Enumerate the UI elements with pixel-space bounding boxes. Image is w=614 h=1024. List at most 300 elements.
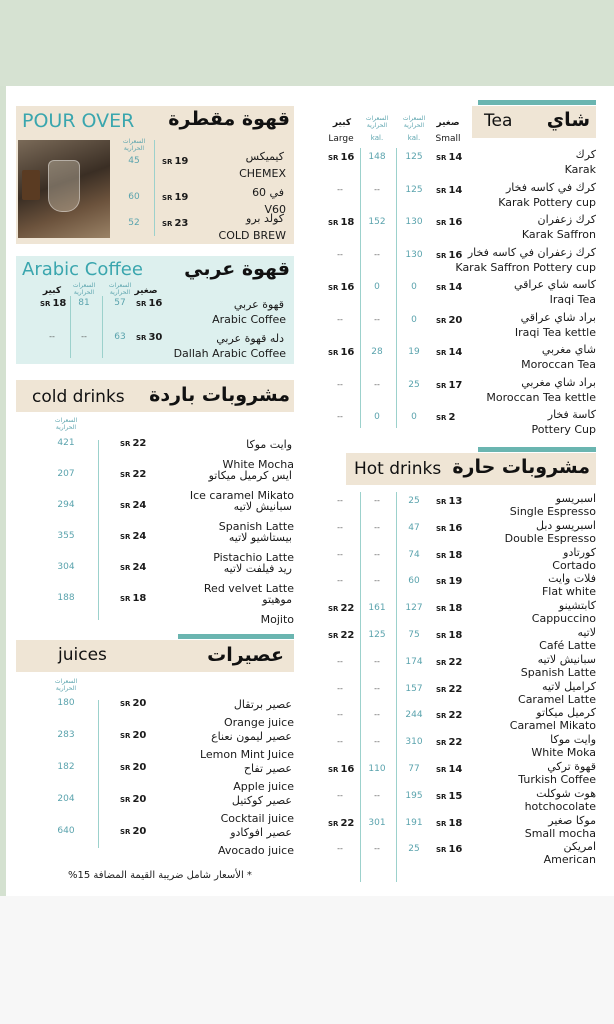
- tea-large-price: [328, 217, 354, 228]
- tea-item-en: Moroccan Tea: [521, 358, 596, 371]
- hot-item-ar: وايت موكا: [550, 733, 596, 747]
- hot-small-price: [436, 550, 462, 561]
- hot-item-en: White Moka: [531, 746, 596, 760]
- tea-item-en: Karak Pottery cup: [498, 195, 596, 209]
- juice-item-en: Lemon Mint Juice: [199, 748, 294, 761]
- currency-label: SR: [436, 498, 447, 506]
- arabic-cal1: 63: [114, 332, 126, 342]
- juices-title-ar: عصيرات: [207, 644, 284, 666]
- tea-item-ar: كرك زعفران في كاسه فخار: [467, 245, 596, 259]
- pour-over-price: [162, 192, 188, 203]
- tea-small-price: [436, 347, 462, 358]
- tea-item-en: Iraqi Tea: [549, 293, 596, 306]
- arabic-divider-1: [102, 296, 103, 358]
- vat-footnote: * الأسعار شامل ضريبة القيمة المضافة 15%: [68, 870, 252, 881]
- hot-cal-large: --: [374, 683, 380, 693]
- cold-item-en: Red velvet Latte: [203, 582, 294, 595]
- tea-cal-small: 130: [405, 217, 423, 227]
- hot-cal-large: --: [374, 549, 380, 559]
- cold-price: [120, 469, 146, 480]
- hot-cal-large: 161: [368, 603, 386, 614]
- hot-drinks-title-ar: مشروبات حارة: [452, 456, 590, 478]
- price-value: 22: [340, 817, 355, 829]
- pour-over-cal: 60: [128, 192, 140, 202]
- price-value: 14: [448, 347, 463, 358]
- price-value: 22: [448, 683, 463, 695]
- price-value: 22: [132, 438, 147, 449]
- cold-divider: [98, 440, 99, 620]
- coffee-photo: [18, 140, 110, 238]
- hot-cal-small: 174: [405, 656, 423, 667]
- currency-label: SR: [120, 471, 131, 479]
- tea-item-ar: كرك في كاسه فخار: [505, 180, 596, 194]
- juice-price: [120, 698, 146, 709]
- price-value: 20: [132, 762, 147, 773]
- tea-item-en: Karak Saffron: [521, 228, 596, 241]
- price-value: 22: [448, 656, 463, 668]
- currency-label: SR: [436, 381, 447, 390]
- hot-small-price: [436, 818, 462, 829]
- currency-label: SR: [120, 732, 131, 740]
- hot-large-price: [328, 764, 354, 775]
- hot-small-price: [436, 657, 462, 668]
- tea-accent-bar: [478, 100, 596, 105]
- currency-label: SR: [436, 605, 447, 614]
- currency-label: SR: [120, 502, 131, 510]
- currency-label: SR: [136, 300, 147, 308]
- top-background: [0, 0, 614, 86]
- tea-item-en: Karak: [564, 163, 596, 176]
- hot-cal-large: --: [374, 576, 380, 586]
- juice-price: [120, 762, 146, 773]
- tea-cal-small: 0: [411, 412, 417, 422]
- hot-item-ar: سبانيش لاتيه: [537, 652, 596, 666]
- currency-label: SR: [436, 792, 447, 801]
- arabic-large-price: --: [49, 332, 55, 341]
- price-value: 18: [340, 217, 355, 228]
- hot-item-ar: قهوة تركي: [547, 760, 596, 773]
- hot-item-en: Caramel Latte: [518, 692, 596, 706]
- currency-label: SR: [436, 414, 447, 422]
- tea-item-ar: براد شاي مغربي: [521, 375, 596, 389]
- hot-cal-small: 75: [408, 630, 420, 640]
- price-value: 13: [448, 496, 463, 507]
- currency-label: SR: [436, 154, 447, 162]
- cold-cal: 188: [57, 593, 75, 603]
- hot-item-ar: اسبريسو: [555, 492, 596, 505]
- currency-label: SR: [328, 349, 339, 357]
- hot-cal-large: --: [374, 844, 380, 854]
- hot-large-price: --: [337, 790, 343, 800]
- cold-item-ar: ايس كرميل ميكاتو: [208, 469, 292, 482]
- hot-cal-large: --: [374, 496, 380, 505]
- tea-cal-small: 19: [408, 347, 420, 357]
- arabic-small-price: [136, 298, 162, 309]
- hot-item-ar: امريكن: [563, 840, 596, 854]
- tea-col-large-en: Large: [328, 134, 354, 144]
- price-value: 14: [448, 282, 463, 293]
- hot-large-price: [328, 818, 354, 829]
- price-value: 19: [448, 576, 463, 588]
- currency-label: SR: [120, 533, 131, 541]
- cold-price: [120, 562, 146, 573]
- currency-label: SR: [436, 551, 447, 560]
- hot-item-en: Cortado: [552, 558, 596, 572]
- currency-label: SR: [328, 284, 339, 292]
- tea-cal-small: 25: [408, 379, 420, 390]
- hot-item-ar: اسبريسو دبل: [535, 518, 596, 532]
- bottom-background: [0, 896, 614, 1024]
- hot-large-price: --: [337, 656, 343, 666]
- tea-small-price: [436, 282, 462, 293]
- price-value: 16: [340, 152, 355, 163]
- pour-over-item-ar: كيميكس: [245, 150, 284, 163]
- tea-cal-large: --: [374, 379, 380, 389]
- hot-item-ar: هوت شوكلت: [536, 786, 596, 800]
- tea-small-price: [436, 217, 462, 228]
- tea-col-small-en: Small: [435, 134, 461, 144]
- currency-label: SR: [120, 595, 131, 603]
- hot-accent-bar: [478, 447, 596, 452]
- cold-item-en: Ice caramel Mikato: [189, 489, 294, 502]
- hot-item-en: Caramel Mikato: [509, 719, 596, 733]
- hot-item-en: Café Latte: [539, 639, 596, 652]
- tea-cal-large: --: [374, 184, 380, 194]
- arabic-item-ar: قهوة عربي: [233, 298, 284, 311]
- arabic-col-cal1: السعرات الحرارية: [108, 282, 132, 296]
- hot-item-ar: موكا صغير: [548, 813, 596, 827]
- juices-title-en: juices: [58, 645, 107, 665]
- tea-cal-small: 125: [405, 184, 423, 195]
- price-value: 30: [148, 332, 163, 343]
- currency-label: SR: [436, 578, 447, 587]
- juice-item-ar: عصير ليمون نعناع: [211, 730, 292, 743]
- currency-label: SR: [328, 766, 339, 774]
- cold-item-en: White Mocha: [222, 458, 294, 471]
- hot-small-price: [436, 844, 462, 855]
- tea-item-ar: كرك: [575, 148, 596, 161]
- tea-cal-large: 28: [371, 347, 383, 357]
- hot-small-price: [436, 737, 462, 748]
- pour-over-item-en: V60: [264, 203, 286, 216]
- price-value: 14: [448, 184, 463, 196]
- tea-item-en: Moroccan Tea kettle: [486, 390, 596, 404]
- price-value: 22: [448, 710, 463, 722]
- hot-small-price: [436, 523, 462, 534]
- tea-small-price: [436, 412, 455, 423]
- cold-item-ar: سبانيش لاتيه: [233, 500, 292, 513]
- price-value: 24: [132, 500, 147, 511]
- hot-small-price: [436, 764, 462, 775]
- pour-over-item-en: COLD BREW: [218, 229, 286, 242]
- hot-item-en: Turkish Coffee: [518, 773, 596, 786]
- cold-price: [120, 593, 146, 604]
- currency-label: SR: [436, 632, 447, 640]
- juice-price: [120, 826, 146, 837]
- price-value: 18: [132, 593, 147, 604]
- tea-large-price: --: [337, 314, 343, 324]
- hot-item-ar: فلات وايت: [548, 572, 596, 586]
- price-value: 24: [132, 562, 147, 573]
- cold-price: [120, 500, 146, 511]
- tea-item-ar: شاي مغربي: [541, 343, 596, 356]
- price-value: 18: [448, 549, 463, 561]
- currency-label: SR: [436, 524, 447, 533]
- tea-cal-large: 152: [368, 217, 386, 227]
- currency-label: SR: [436, 739, 447, 748]
- hot-cal-large: --: [374, 710, 380, 720]
- hot-large-price: --: [337, 710, 343, 720]
- hot-cal-small: 77: [408, 764, 420, 774]
- cold-cal: 421: [57, 438, 75, 448]
- price-value: 16: [340, 347, 355, 358]
- hot-cal-large: --: [374, 790, 380, 800]
- arabic-coffee-title-en: Arabic Coffee: [22, 259, 143, 280]
- tea-cal-small: 0: [411, 282, 417, 292]
- juices-cal-header: السعرات الحرارية: [54, 678, 78, 692]
- arabic-col-small: صغير: [134, 286, 158, 296]
- hot-item-ar: كورتادو: [563, 545, 596, 559]
- tea-col-cal-s-en: kal.: [407, 134, 421, 142]
- tea-cal-small: 125: [405, 152, 423, 162]
- price-value: 20: [132, 826, 147, 837]
- hot-cal-small: 25: [408, 844, 420, 855]
- juice-cal: 640: [57, 826, 75, 836]
- hot-cal-small: 191: [405, 817, 423, 828]
- tea-cal-large: --: [374, 249, 380, 259]
- tea-item-ar: براد شاي عراقي: [520, 310, 596, 324]
- hot-small-price: [436, 630, 462, 641]
- arabic-col-large: كبير: [42, 286, 62, 296]
- tea-large-price: --: [337, 412, 343, 421]
- currency-label: SR: [436, 349, 447, 357]
- hot-cal-large: 110: [368, 764, 386, 774]
- hot-small-price: [436, 576, 462, 587]
- hot-cal-small: 127: [405, 603, 423, 614]
- price-value: 20: [132, 730, 147, 741]
- tea-item-ar: كاسه شاي عراقي: [514, 278, 596, 291]
- pour-over-cal: 52: [128, 218, 140, 228]
- juice-cal: 180: [57, 698, 75, 708]
- cold-drinks-title-ar: مشروبات باردة: [149, 384, 290, 406]
- pour-over-item-ar: في 60: [252, 186, 284, 199]
- hot-large-price: [328, 603, 354, 614]
- hot-item-ar: لاتيه: [577, 626, 596, 639]
- juice-item-ar: عصير افوكادو: [230, 826, 292, 839]
- price-value: 19: [174, 156, 189, 167]
- currency-label: SR: [436, 712, 447, 721]
- price-value: 14: [448, 152, 463, 163]
- tea-cal-large: 148: [368, 152, 386, 162]
- juice-cal: 204: [57, 794, 75, 804]
- tea-divider-1: [396, 148, 397, 428]
- tea-divider-2: [360, 148, 361, 428]
- cold-cal: 355: [57, 531, 75, 541]
- hot-small-price: [436, 710, 462, 721]
- price-value: 18: [448, 817, 463, 829]
- tea-small-price: [436, 185, 462, 196]
- currency-label: SR: [40, 300, 51, 308]
- hot-cal-small: 310: [405, 737, 423, 748]
- pour-over-cal: 45: [128, 156, 140, 166]
- hot-item-en: Single Espresso: [509, 505, 596, 518]
- tea-item-ar: كاسة فخار: [547, 408, 596, 421]
- juice-item-ar: عصير برتقال: [233, 698, 292, 711]
- hot-large-price: --: [337, 737, 343, 747]
- cold-item-en: Pistachio Latte: [213, 551, 294, 564]
- juices-divider: [98, 700, 99, 848]
- cold-price: [120, 531, 146, 542]
- tea-cal-large: 0: [374, 412, 380, 422]
- price-value: 18: [448, 630, 463, 641]
- currency-label: SR: [436, 658, 447, 667]
- pour-over-price: [162, 156, 188, 167]
- hot-item-ar: كرميل ميكاتو: [536, 706, 596, 720]
- tea-small-price: [436, 315, 462, 326]
- hot-cal-small: 60: [408, 576, 420, 587]
- currency-label: SR: [120, 564, 131, 572]
- price-value: 24: [132, 531, 147, 542]
- hot-large-price: --: [337, 683, 343, 693]
- arabic-cal1: 57: [114, 298, 126, 308]
- hot-cal-small: 195: [405, 790, 423, 801]
- hot-item-en: Spanish Latte: [520, 665, 596, 679]
- tea-large-price: --: [337, 184, 343, 194]
- currency-label: SR: [436, 251, 447, 260]
- price-value: 23: [174, 218, 189, 229]
- cold-item-ar: موهيتو: [262, 593, 292, 606]
- pour-over-item-ar: كولد برو: [246, 212, 284, 225]
- tea-item-ar: كرك زعفران: [537, 213, 596, 226]
- tea-small-price: [436, 380, 462, 391]
- price-value: 16: [448, 522, 463, 534]
- hot-item-en: Flat white: [541, 585, 596, 599]
- tea-col-cal-l-en: kal.: [370, 134, 384, 142]
- cold-item-ar: وايت موكا: [246, 438, 292, 451]
- currency-label: SR: [328, 605, 339, 614]
- tea-cal-large: 0: [374, 282, 380, 292]
- tea-col-cal-l-ar: السعرات الحرارية: [365, 115, 389, 129]
- pour-over-title-en: POUR OVER: [22, 110, 135, 132]
- hot-cal-large: 301: [368, 817, 386, 828]
- hot-cal-small: 157: [405, 683, 423, 694]
- currency-label: SR: [436, 685, 447, 694]
- price-value: 16: [340, 282, 355, 293]
- currency-label: SR: [120, 828, 131, 836]
- price-value: 16: [448, 844, 463, 856]
- arabic-item-ar: دله قهوة عربي: [216, 332, 284, 345]
- juice-item-en: Apple juice: [233, 780, 294, 793]
- arabic-cal2: --: [81, 332, 87, 341]
- hot-cal-large: --: [374, 656, 380, 666]
- cold-item-ar: ريد فيلفت لاتيه: [223, 562, 292, 575]
- juice-price: [120, 730, 146, 741]
- price-value: 22: [132, 469, 147, 480]
- hot-small-price: [436, 603, 462, 614]
- currency-label: SR: [162, 194, 173, 202]
- juice-item-ar: عصير كوكتيل: [231, 794, 292, 807]
- arabic-small-price: [136, 332, 162, 343]
- cold-item-en: Spanish Latte: [218, 520, 294, 533]
- tea-title-ar: شاي: [546, 109, 590, 131]
- pour-over-title-ar: قهوة مقطرة: [168, 108, 290, 130]
- cold-cal-header: السعرات الحرارية: [54, 417, 78, 431]
- cold-cal: 294: [57, 500, 75, 510]
- juice-cal: 283: [57, 730, 75, 740]
- cold-item-ar: بيستاشيو لاتيه: [228, 531, 292, 544]
- cold-cal: 207: [57, 469, 75, 479]
- currency-label: SR: [436, 766, 447, 774]
- price-value: 17: [448, 379, 463, 391]
- tea-cal-small: 0: [411, 314, 417, 325]
- currency-label: SR: [120, 796, 131, 804]
- currency-label: SR: [436, 846, 447, 855]
- arabic-item-en: Dallah Arabic Coffee: [173, 347, 286, 360]
- tea-cal-small: 130: [405, 249, 423, 260]
- tea-large-price: [328, 347, 354, 358]
- hot-item-en: Double Espresso: [504, 531, 596, 545]
- tea-col-large-ar: كبير: [332, 118, 352, 128]
- pour-over-divider: [154, 140, 155, 236]
- currency-label: SR: [328, 632, 339, 640]
- pour-over-item-en: CHEMEX: [239, 167, 286, 180]
- currency-label: SR: [136, 334, 147, 342]
- currency-label: SR: [328, 219, 339, 227]
- pour-over-cal-header: السعرات الحرارية: [122, 138, 146, 152]
- hot-item-en: hotchocolate: [524, 799, 596, 813]
- currency-label: SR: [120, 764, 131, 772]
- currency-label: SR: [436, 186, 447, 195]
- arabic-col-cal2: السعرات الحرارية: [72, 282, 96, 296]
- cold-drinks-title-en: cold drinks: [32, 387, 125, 407]
- tea-col-small-ar: صغير: [436, 118, 460, 128]
- price-value: 19: [174, 192, 189, 203]
- price-value: 20: [132, 794, 147, 805]
- tea-cal-large: --: [374, 314, 380, 324]
- hot-divider-1: [396, 492, 397, 882]
- currency-label: SR: [436, 219, 447, 227]
- hot-cal-small: 25: [408, 496, 420, 506]
- hot-cal-large: --: [374, 522, 380, 532]
- currency-label: SR: [436, 819, 447, 828]
- pour-over-price: [162, 218, 188, 229]
- hot-drinks-title-en: Hot drinks: [354, 459, 442, 479]
- arabic-coffee-title-ar: قهوة عربي: [184, 258, 290, 280]
- hot-large-price: [328, 630, 354, 641]
- hot-cal-large: --: [374, 737, 380, 747]
- price-value: 16: [340, 764, 355, 775]
- price-value: 20: [448, 314, 463, 326]
- tea-large-price: [328, 152, 354, 163]
- price-value: 16: [448, 249, 463, 261]
- currency-label: SR: [328, 154, 339, 162]
- tea-large-price: [328, 282, 354, 293]
- cold-price: [120, 438, 146, 449]
- tea-item-en: Pottery Cup: [531, 423, 596, 436]
- juice-item-ar: عصير تفاح: [243, 762, 292, 775]
- tea-small-price: [436, 250, 462, 261]
- hot-item-ar: كابتشينو: [558, 599, 596, 613]
- hot-cal-small: 47: [408, 522, 420, 533]
- cold-item-en: Mojito: [260, 613, 294, 626]
- currency-label: SR: [120, 700, 131, 708]
- currency-label: SR: [162, 158, 173, 166]
- price-value: 16: [148, 298, 163, 309]
- hot-cal-small: 244: [405, 710, 423, 721]
- hot-small-price: [436, 684, 462, 695]
- arabic-cal2: 81: [78, 298, 90, 308]
- hot-large-price: --: [337, 844, 343, 854]
